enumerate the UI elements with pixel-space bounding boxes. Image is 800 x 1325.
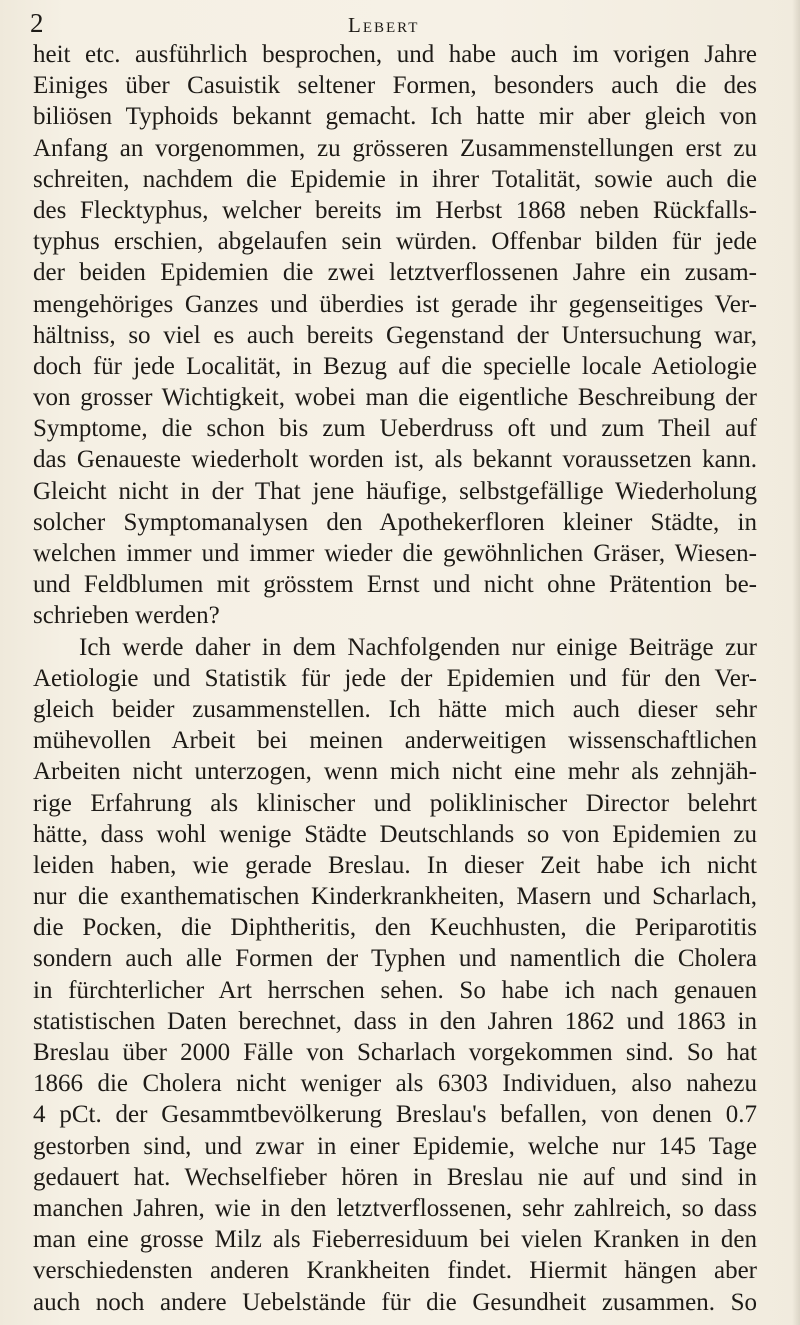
- text-line: das Genaueste wiederholt worden ist, als bekannt voraussetzen kann.: [33, 446, 757, 474]
- text-line: doch für jede Localität, in Bezug auf die specielle locale Aetiologie: [33, 352, 757, 380]
- text-line: Arbeiten nicht unterzogen, wenn mich nicht eine mehr als zehnjäh-: [33, 758, 757, 786]
- text-line: von grosser Wichtigkeit, wobei man die eigentliche Beschreibung der: [33, 384, 757, 412]
- text-line: Anfang an vorgenommen, zu grösseren Zusammenstellungen erst zu: [33, 134, 757, 162]
- text-line: manchen Jahren, wie in den letztverflossenen, sehr zahlreich, so dass: [33, 1194, 757, 1222]
- text-line: verschiedensten anderen Krankheiten findet. Hiermit hängen aber: [33, 1257, 757, 1285]
- text-line: Gleicht nicht in der That jene häufige, selbstgefällige Wiederholung: [33, 477, 757, 505]
- text-line: auch noch andere Uebelstände für die Gesundheit zusammen. So: [33, 1288, 757, 1316]
- text-line: hätte, dass wohl wenige Städte Deutschlands so von Epidemien zu: [33, 820, 757, 848]
- text-line: heit etc. ausführlich besprochen, und habe auch im vorigen Jahre: [33, 41, 757, 68]
- text-line: leiden haben, wie gerade Breslau. In dieser Zeit habe ich nicht: [33, 851, 757, 879]
- text-line: in fürchterlicher Art herrschen sehen. So habe ich nach genauen: [33, 976, 757, 1004]
- text-line: solcher Symptomanalysen den Apothekerfloren kleiner Städte, in: [33, 508, 757, 536]
- text-line: rige Erfahrung als klinischer und poliklinischer Director belehrt: [33, 789, 757, 817]
- text-line: die Pocken, die Diphtheritis, den Keuchhusten, die Periparotitis: [33, 914, 757, 942]
- text-line: Breslau über 2000 Fälle von Scharlach vorgekommen sind. So hat: [33, 1039, 757, 1066]
- text-line: Symptome, die schon bis zum Ueberdruss oft und zum Theil auf: [33, 415, 757, 443]
- body-text: [33, 39, 757, 1318]
- text-line: Ich werde daher in dem Nachfolgenden nur einige Beiträge zur: [79, 633, 757, 661]
- text-line: gleich beider zusammenstellen. Ich hätte mich auch dieser sehr: [33, 695, 757, 723]
- text-line: Einiges über Casuistik seltener Formen, besonders auch die des: [33, 72, 757, 100]
- page-number: 2: [30, 8, 44, 38]
- text-line: schrieben werden?: [33, 602, 220, 630]
- text-line: gedauert hat. Wechselfieber hören in Breslau nie auf und sind in: [33, 1163, 757, 1191]
- text-line: mühevollen Arbeit bei meinen anderweitigen wissenschaftlichen: [33, 727, 757, 755]
- text-line: sondern auch alle Formen der Typhen und namentlich die Cholera: [33, 945, 757, 973]
- text-line: nur die exanthematischen Kinderkrankheiten, Masern und Scharlach,: [33, 883, 757, 911]
- text-line: biliösen Typhoids bekannt gemacht. Ich hatte mir aber gleich von: [33, 103, 757, 131]
- text-line: Aetiologie und Statistik für jede der Epidemien und für den Ver-: [33, 664, 757, 692]
- text-line: hältniss, so viel es auch bereits Gegenstand der Untersuchung war,: [33, 321, 757, 349]
- page-header: [30, 8, 770, 38]
- running-head: Lebert: [348, 13, 420, 37]
- text-line: 1866 die Cholera nicht weniger als 6303 Individuen, also nahezu: [33, 1070, 757, 1098]
- text-line: des Flecktyphus, welcher bereits im Herbst 1868 neben Rückfalls-: [33, 196, 757, 224]
- text-line: der beiden Epidemien die zwei letztverflossenen Jahre ein zusam-: [33, 259, 757, 287]
- text-line: man eine grosse Milz als Fieberresiduum bei vielen Kranken in den: [33, 1226, 757, 1254]
- text-line: typhus erschien, abgelaufen sein würden. Offenbar bilden für jede: [33, 228, 757, 256]
- page-edge-shadow: [792, 0, 800, 1325]
- text-line: welchen immer und immer wieder die gewöhnlichen Gräser, Wiesen-: [33, 540, 757, 567]
- text-line: statistischen Daten berechnet, dass in den Jahren 1862 und 1863 in: [33, 1007, 757, 1035]
- text-line: mengehöriges Ganzes und überdies ist gerade ihr gegenseitiges Ver-: [33, 290, 757, 318]
- text-line: gestorben sind, und zwar in einer Epidemie, welche nur 145 Tage: [33, 1132, 757, 1160]
- text-line: 4 pCt. der Gesammtbevölkerung Breslau's befallen, von denen 0.7: [33, 1101, 757, 1129]
- text-line: schreiten, nachdem die Epidemie in ihrer Totalität, sowie auch die: [33, 165, 757, 193]
- text-line: und Feldblumen mit grösstem Ernst und nicht ohne Prätention be-: [33, 571, 757, 599]
